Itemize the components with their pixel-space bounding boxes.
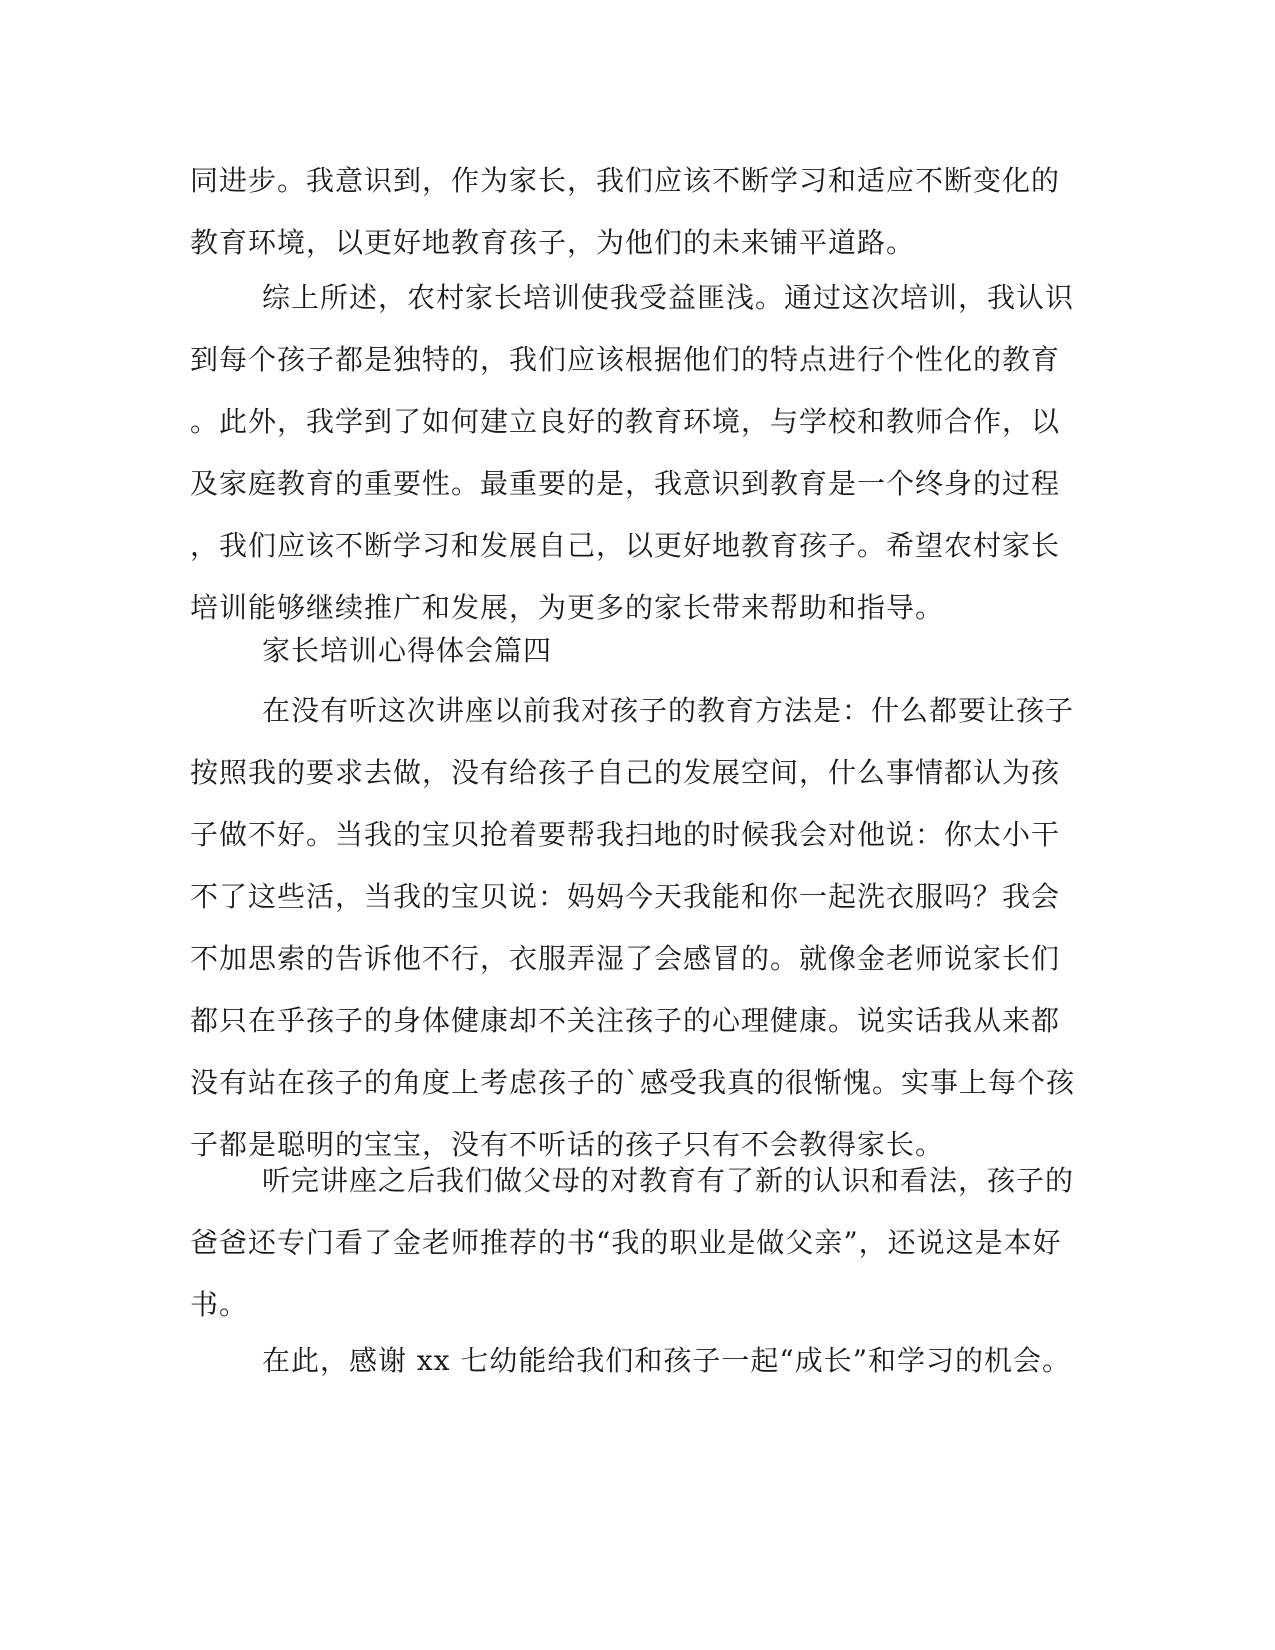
paragraph-1 — [190, 150, 1070, 274]
heading-text: 家长培训心得体会篇四 — [262, 634, 553, 667]
text-line: 不加思索的告诉他不行，衣服弄湿了会感冒的。就像金老师说家长们 — [190, 942, 1061, 975]
text-line: 培训能够继续推广和发展，为更多的家长带来帮助和指导。 — [190, 591, 945, 624]
text-line: 爸爸还专门看了金老师推荐的书“我的职业是做父亲”，还说这是本好 — [190, 1226, 1062, 1259]
text-line: ，我们应该不断学习和发展自己，以更好地教育孩子。希望农村家长 — [190, 529, 1061, 562]
text-line: 在此，感谢 xx 七幼能给我们和孩子一起“成长”和学习的机会。 — [262, 1344, 1072, 1377]
text-line: 。此外，我学到了如何建立良好的教育环境，与学校和教师合作，以 — [190, 405, 1061, 438]
section-heading — [190, 620, 1070, 682]
text-line: 及家庭教育的重要性。最重要的是，我意识到教育是一个终身的过程 — [190, 467, 1061, 500]
text-line: 到每个孩子都是独特的，我们应该根据他们的特点进行个性化的教育 — [190, 343, 1061, 376]
paragraph-3 — [190, 680, 1076, 1176]
paragraph-2 — [190, 267, 1075, 639]
text-line: 在没有听这次讲座以前我对孩子的教育方法是：什么都要让孩子 — [262, 694, 1075, 727]
paragraph-4 — [190, 1150, 1075, 1336]
text-line: 同进步。我意识到，作为家长，我们应该不断学习和适应不断变化的 — [190, 164, 1061, 197]
text-line: 子做不好。当我的宝贝抢着要帮我扫地的时候我会对他说：你太小干 — [190, 818, 1061, 851]
text-line: 按照我的要求去做，没有给孩子自己的发展空间，什么事情都认为孩 — [190, 756, 1061, 789]
text-line: 教育环境，以更好地教育孩子，为他们的未来铺平道路。 — [190, 226, 916, 259]
text-line: 综上所述，农村家长培训使我受益匪浅。通过这次培训，我认识 — [262, 281, 1075, 314]
text-line: 听完讲座之后我们做父母的对教育有了新的认识和看法，孩子的 — [262, 1164, 1075, 1197]
text-line: 书。 — [190, 1288, 249, 1321]
text-line: 都只在乎孩子的身体健康却不关注孩子的心理健康。说实话我从来都 — [190, 1004, 1061, 1037]
text-line: 不了这些活，当我的宝贝说：妈妈今天我能和你一起洗衣服吗？我会 — [190, 880, 1061, 913]
text-line: 子都是聪明的宝宝，没有不听话的孩子只有不会教得家长。 — [190, 1128, 945, 1161]
text-line: 没有站在孩子的角度上考虑孩子的`感受我真的很惭愧。实事上每个孩 — [190, 1066, 1076, 1099]
paragraph-5 — [190, 1330, 1070, 1392]
